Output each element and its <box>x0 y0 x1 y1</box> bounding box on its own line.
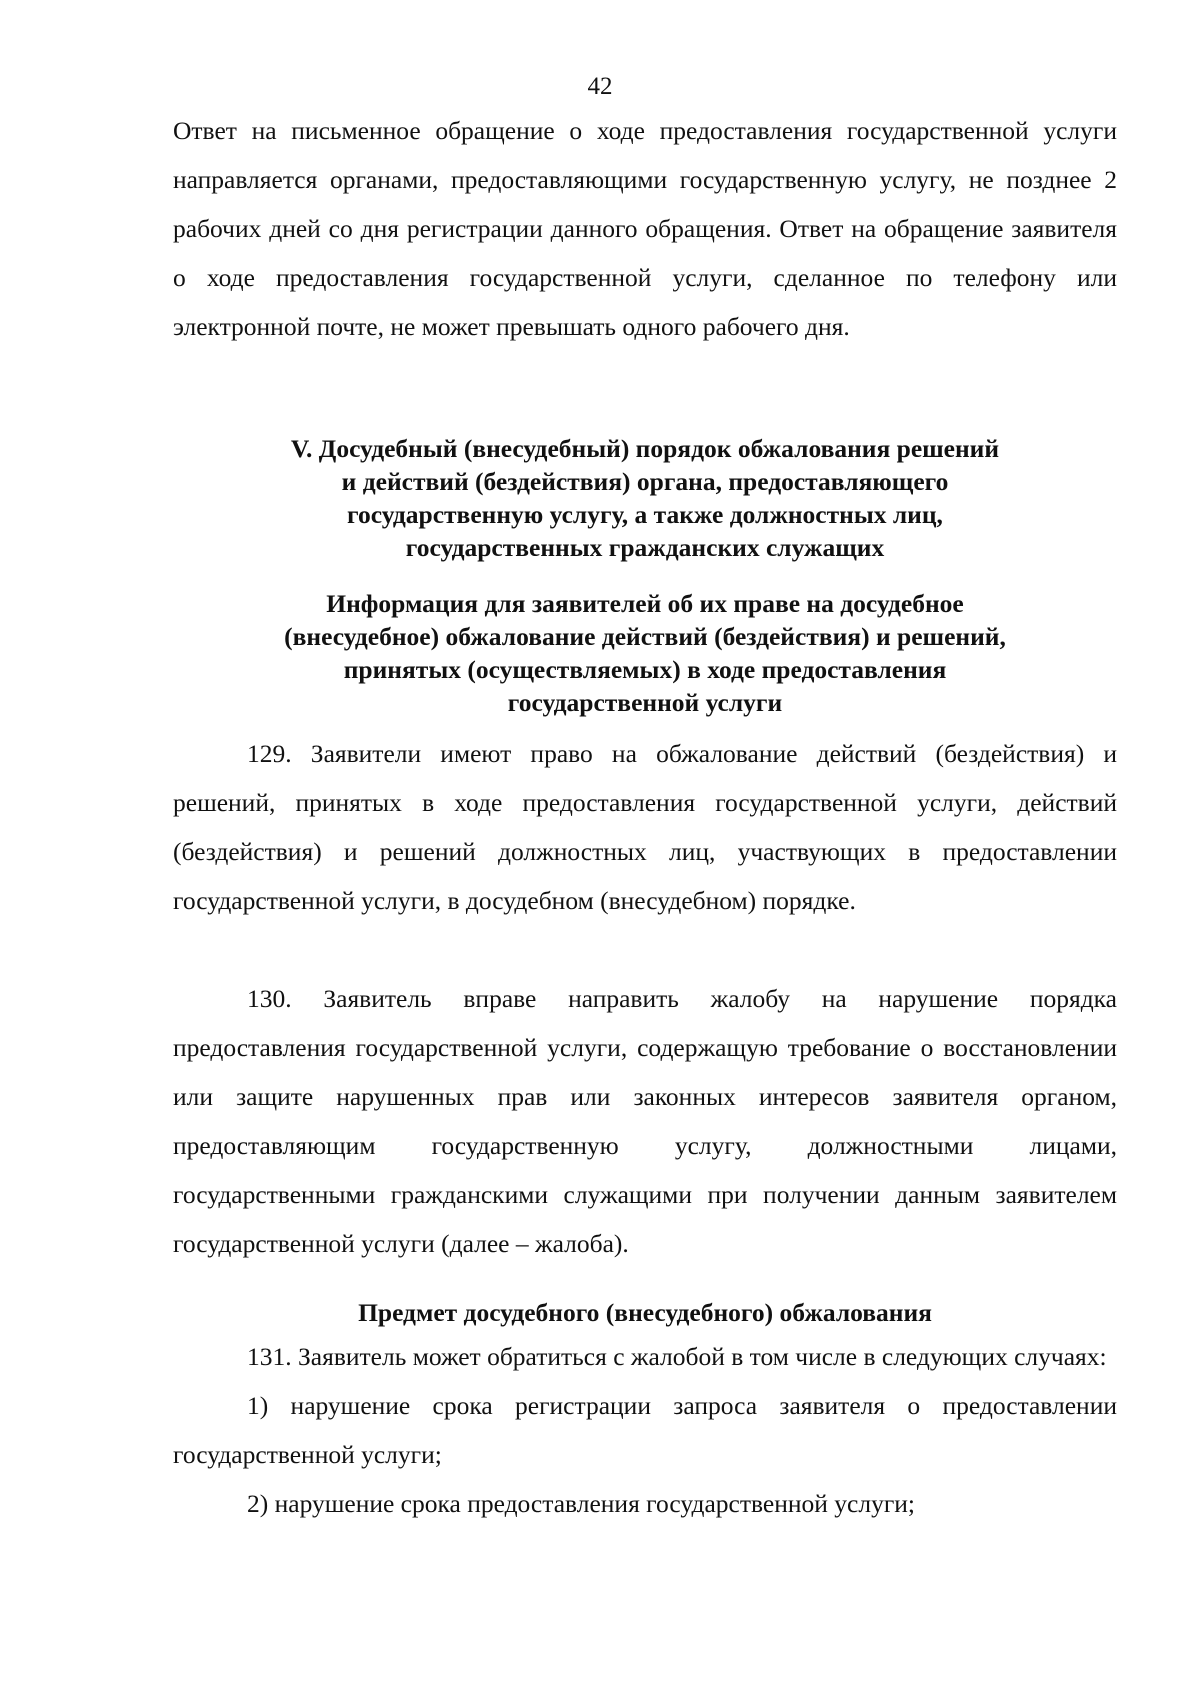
list-item-2: 2) нарушение срока предоставления государственной услуги; <box>247 1489 916 1518</box>
page-number: 42 <box>587 73 613 100</box>
subsection-info-title-line: государственной услуги <box>507 688 783 717</box>
subsection-info-title <box>173 587 1117 719</box>
subsection-subject-title: Предмет досудебного (внесудебного) обжалования <box>358 1298 932 1327</box>
clause-130-block <box>173 974 1117 1268</box>
section-title-line: V. Досудебный (внесудебный) порядок обжалования решений <box>290 434 1000 463</box>
section-title-line: и действий (бездействия) органа, предоставляющего <box>341 467 949 496</box>
clause-131-block <box>173 1332 1117 1528</box>
intro-block <box>173 106 1117 351</box>
intro-paragraph: Ответ на письменное обращение о ходе предоставления государственной услуги направляется органами, предоставляющими государственную услугу, не позднее 2 рабочих дней со дня регистрации данного обращения. Ответ на обращение заявителя о ходе предоставления государственной услуги, сделанное по телефону или электронной почте, не может превышать одного рабочего дня. <box>173 116 1117 341</box>
section-title-line: государственную услугу, а также должностных лиц, <box>347 500 943 529</box>
section-title-line: государственных гражданских служащих <box>405 533 885 562</box>
subsection-info-title-line: (внесудебное) обжалование действий (бездействия) и решений, <box>284 622 1006 651</box>
subsection-info-title-line: принятых (осуществляемых) в ходе предоставления <box>343 655 947 684</box>
clause-130: 130. Заявитель вправе направить жалобу на нарушение порядка предоставления государственной услуги, содержащую требование о восстановлении или защите нарушенных прав или законных интересов заявителя органом, предоставляющим государственную услугу, должностными лицами, государственными гражданскими служащими при получении данным заявителем государственной услуги (далее – жалоба). <box>173 984 1117 1258</box>
list-item-1: 1) нарушение срока регистрации запроса заявителя о предоставлении государственной услуги; <box>173 1391 1117 1469</box>
subsection-info-title-line: Информация для заявителей об их праве на досудебное <box>326 589 964 618</box>
section-title <box>173 432 1117 564</box>
clause-129-block <box>173 729 1117 925</box>
clause-129: 129. Заявители имеют право на обжалование действий (бездействия) и решений, принятых в ходе предоставления государственной услуги, действий (бездействия) и решений должностных лиц, участвующих в предоставлении государственной услуги, в досудебном (внесудебном) порядке. <box>173 739 1117 915</box>
clause-131: 131. Заявитель может обратиться с жалобой в том числе в следующих случаях: <box>247 1342 1107 1371</box>
